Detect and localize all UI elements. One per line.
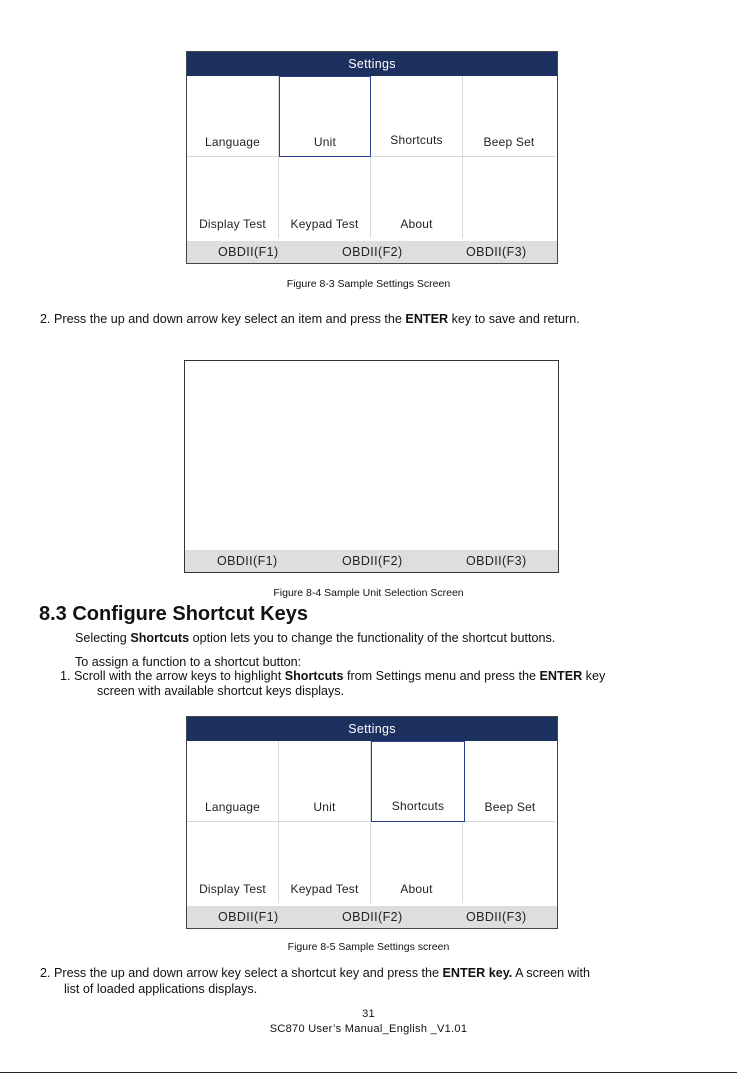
section-paragraph: Selecting Shortcuts option lets you to change the functionality of the shortcut buttons. bbox=[75, 631, 556, 645]
settings-screen-figure-8-3 bbox=[186, 51, 558, 264]
section-heading: 8.3 Configure Shortcut Keys bbox=[39, 603, 308, 625]
cell-label: Language bbox=[205, 800, 260, 814]
step-2-continuation: list of loaded applications displays. bbox=[64, 982, 258, 996]
step-2-instruction: 2. Press the up and down arrow key select an item and press the ENTER key to save and return. bbox=[40, 312, 580, 326]
cell-label: Unit bbox=[313, 800, 336, 814]
cell-label: Beep Set bbox=[483, 135, 535, 149]
settings-cell-beep-set[interactable] bbox=[463, 76, 555, 157]
settings-cell-keypad-test[interactable] bbox=[279, 157, 371, 238]
settings-cell-display-test[interactable] bbox=[187, 157, 279, 238]
cell-label: Display Test bbox=[199, 882, 266, 896]
step-2-instruction: 2. Press the up and down arrow key select a shortcut key and press the ENTER key. A screen with bbox=[40, 966, 590, 980]
section-paragraph: To assign a function to a shortcut button: bbox=[75, 655, 302, 669]
settings-cell-shortcuts[interactable] bbox=[371, 76, 463, 157]
cell-label: Beep Set bbox=[484, 800, 536, 814]
cell-label: About bbox=[400, 882, 433, 896]
settings-cell-display-test[interactable] bbox=[187, 822, 279, 903]
settings-cell-beep-set[interactable] bbox=[465, 741, 555, 822]
screen-title: Settings bbox=[187, 717, 557, 741]
cell-label: Unit bbox=[313, 135, 337, 149]
cell-label: Keypad Test bbox=[290, 882, 359, 896]
f2-key[interactable]: OBDII(F2) bbox=[342, 554, 403, 568]
step-1-continuation: screen with available shortcut keys displays. bbox=[97, 684, 345, 698]
settings-cell-language[interactable] bbox=[187, 76, 279, 157]
settings-cell-shortcuts[interactable] bbox=[371, 741, 465, 822]
f3-key[interactable]: OBDII(F3) bbox=[466, 245, 527, 259]
cell-label: Shortcuts bbox=[390, 133, 443, 147]
f1-key[interactable]: OBDII(F1) bbox=[217, 554, 278, 568]
settings-cell-about[interactable] bbox=[371, 157, 463, 238]
figure-caption: Figure 8-4 Sample Unit Selection Screen bbox=[273, 587, 464, 599]
settings-grid bbox=[187, 741, 557, 905]
function-key-bar bbox=[187, 241, 557, 263]
figure-caption: Figure 8-3 Sample Settings Screen bbox=[286, 278, 451, 290]
cell-label: Keypad Test bbox=[290, 217, 359, 231]
function-key-bar bbox=[187, 906, 557, 928]
f3-key[interactable]: OBDII(F3) bbox=[466, 910, 527, 924]
settings-cell-unit[interactable] bbox=[279, 76, 371, 157]
cell-label: Language bbox=[205, 135, 260, 149]
step-1-instruction: 1. Scroll with the arrow keys to highlight Shortcuts from Settings menu and press the ENTER key bbox=[60, 669, 606, 683]
figure-caption: Figure 8-5 Sample Settings screen bbox=[287, 941, 450, 953]
settings-grid bbox=[187, 76, 557, 240]
screen-title: Settings bbox=[187, 52, 557, 76]
page-bottom-rule bbox=[0, 1072, 737, 1073]
page-number: 31 bbox=[362, 1008, 375, 1020]
f3-key[interactable]: OBDII(F3) bbox=[466, 554, 527, 568]
cell-label: Display Test bbox=[199, 217, 266, 231]
cell-label: About bbox=[400, 217, 433, 231]
settings-screen-figure-8-5 bbox=[186, 716, 558, 929]
f2-key[interactable]: OBDII(F2) bbox=[342, 245, 403, 259]
settings-cell-empty bbox=[463, 157, 555, 238]
manual-footer: SC870 User’s Manual_English _V1.01 bbox=[269, 1023, 468, 1035]
f2-key[interactable]: OBDII(F2) bbox=[342, 910, 403, 924]
settings-cell-language[interactable] bbox=[187, 741, 279, 822]
f1-key[interactable]: OBDII(F1) bbox=[218, 910, 279, 924]
settings-cell-unit[interactable] bbox=[279, 741, 371, 822]
settings-cell-empty bbox=[463, 822, 555, 903]
settings-cell-about[interactable] bbox=[371, 822, 463, 903]
function-key-bar bbox=[185, 550, 558, 572]
unit-selection-screen-figure-8-4 bbox=[184, 360, 559, 573]
cell-label: Shortcuts bbox=[391, 799, 445, 813]
settings-cell-keypad-test[interactable] bbox=[279, 822, 371, 903]
f1-key[interactable]: OBDII(F1) bbox=[218, 245, 279, 259]
